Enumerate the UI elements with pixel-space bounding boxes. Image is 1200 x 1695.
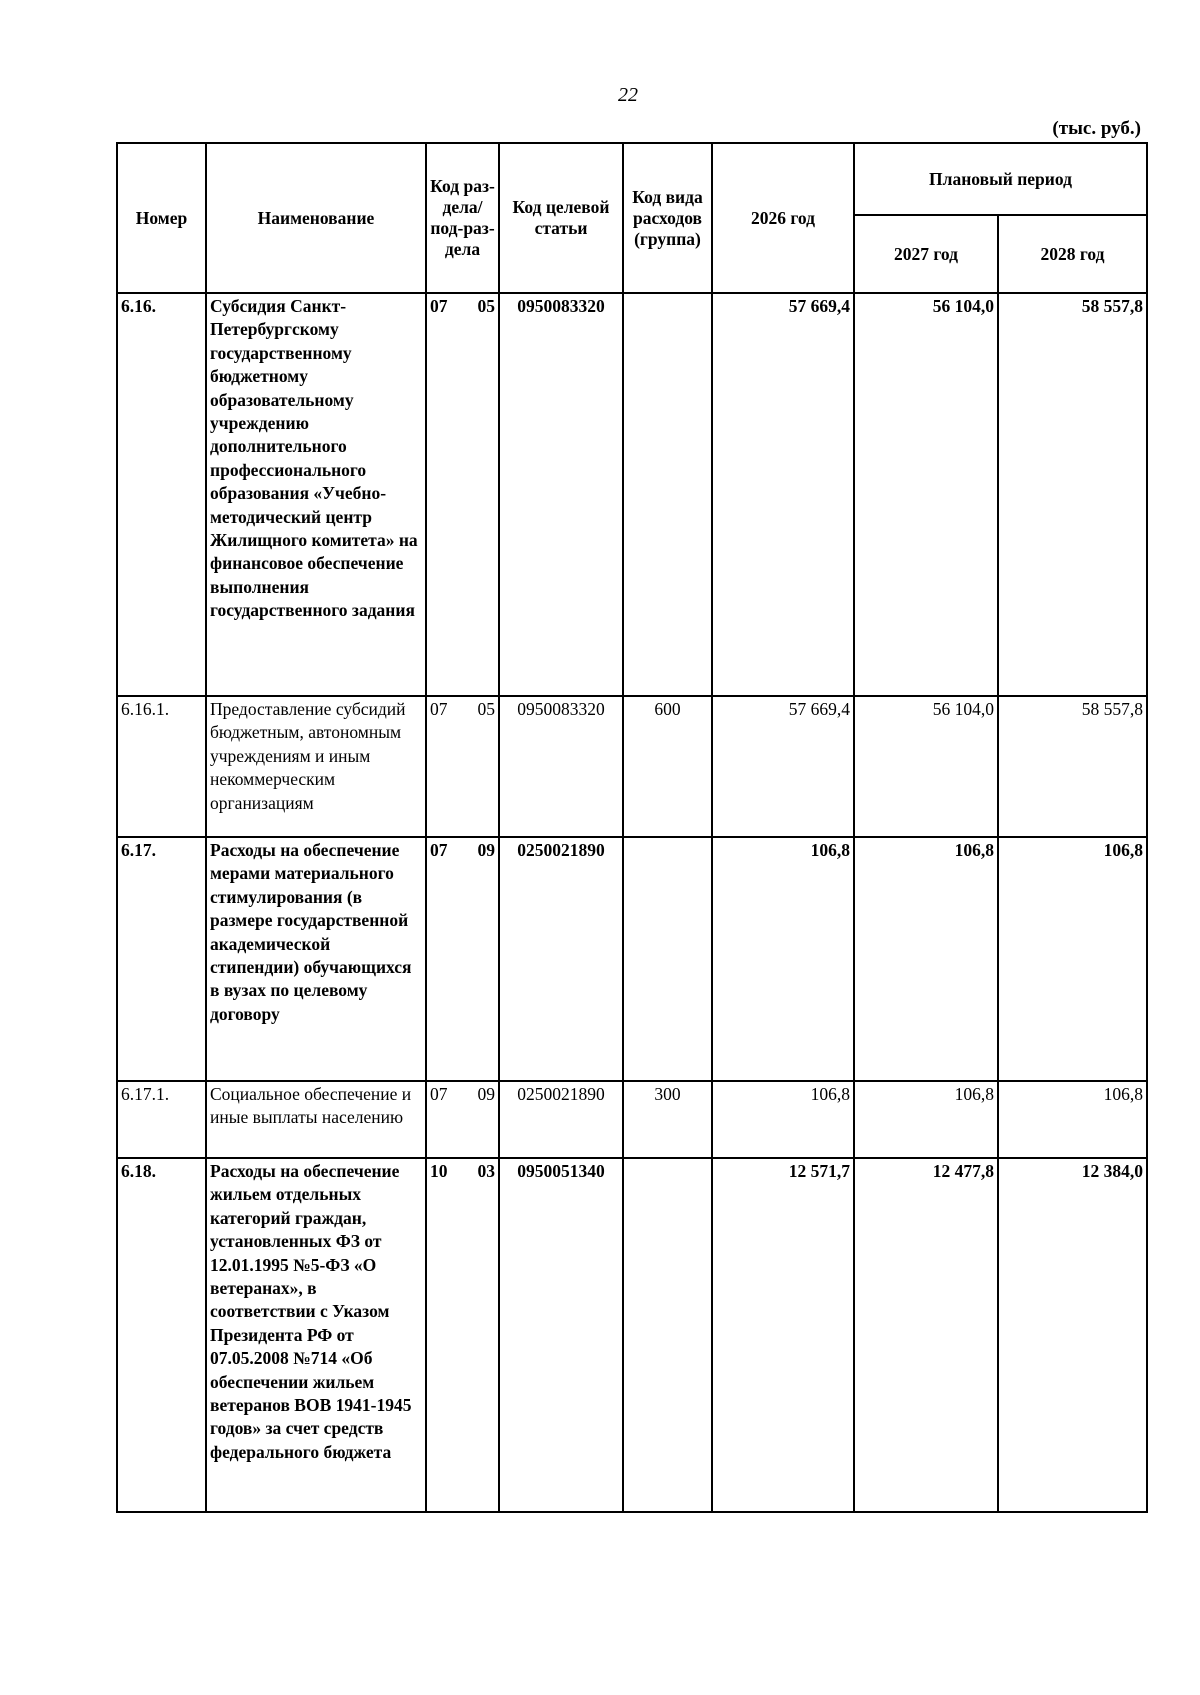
header-number: Номер [117, 143, 206, 293]
section: 07 [430, 1084, 448, 1104]
page-number: 22 [618, 84, 638, 106]
row-value-2028: 58 557,8 [998, 293, 1147, 696]
row-value-2027: 56 104,0 [854, 293, 998, 696]
table-row [117, 293, 1147, 696]
header-expense-type-code: Код вида расходов (группа) [623, 143, 712, 293]
table-row [117, 1081, 1147, 1158]
row-section-code [426, 293, 499, 696]
row-section-code [426, 696, 499, 837]
row-name: Расходы на обеспечение мерами материального стимулирования (в размере государственной академической стипендии) обучающихся в вузах по целевому договору [206, 837, 426, 1081]
row-value-2027: 12 477,8 [854, 1158, 998, 1512]
table-row [117, 837, 1147, 1081]
row-number: 6.16.1. [117, 696, 206, 837]
section: 10 [430, 1161, 448, 1181]
row-expense-type: 300 [623, 1081, 712, 1158]
row-value-2028: 58 557,8 [998, 696, 1147, 837]
subsection: 03 [477, 1161, 495, 1181]
row-expense-type [623, 837, 712, 1081]
row-value-2027: 56 104,0 [854, 696, 998, 837]
row-section-code [426, 837, 499, 1081]
header-planned-period: Плановый период [854, 143, 1147, 215]
row-target-code: 0250021890 [499, 1081, 623, 1158]
row-number: 6.16. [117, 293, 206, 696]
row-value-2027: 106,8 [854, 1081, 998, 1158]
row-value-2026: 106,8 [712, 837, 854, 1081]
section: 07 [430, 296, 448, 316]
header-name: Наименование [206, 143, 426, 293]
row-name: Предоставление субсидий бюджетным, автономным учреждениям и иным некоммерческим организациям [206, 696, 426, 837]
header-year-2026: 2026 год [712, 143, 854, 293]
budget-table [116, 142, 1148, 1513]
row-value-2026: 57 669,4 [712, 696, 854, 837]
row-expense-type: 600 [623, 696, 712, 837]
subsection: 09 [477, 840, 495, 860]
row-number: 6.18. [117, 1158, 206, 1512]
row-value-2026: 57 669,4 [712, 293, 854, 696]
row-value-2028: 106,8 [998, 837, 1147, 1081]
row-target-code: 0950083320 [499, 696, 623, 837]
header-year-2028: 2028 год [998, 215, 1147, 293]
row-value-2027: 106,8 [854, 837, 998, 1081]
row-target-code: 0950083320 [499, 293, 623, 696]
header-year-2027: 2027 год [854, 215, 998, 293]
section: 07 [430, 840, 448, 860]
subsection: 05 [477, 296, 495, 316]
subsection: 05 [477, 699, 495, 719]
row-target-code: 0950051340 [499, 1158, 623, 1512]
row-section-code [426, 1081, 499, 1158]
row-name: Социальное обеспечение и иные выплаты населению [206, 1081, 426, 1158]
row-value-2028: 12 384,0 [998, 1158, 1147, 1512]
row-name: Расходы на обеспечение жильем отдельных категорий граждан, установленных ФЗ от 12.01.1995 №5-ФЗ «О ветеранах», в соответствии с Указом Президента РФ от 07.05.2008 №714 «Об обеспечении жильем ветеранов ВОВ 1941-1945 годов» за счет средств федерального бюджета [206, 1158, 426, 1512]
row-section-code [426, 1158, 499, 1512]
row-expense-type [623, 293, 712, 696]
row-value-2026: 12 571,7 [712, 1158, 854, 1512]
row-target-code: 0250021890 [499, 837, 623, 1081]
table-row [117, 696, 1147, 837]
header-target-code: Код целевой статьи [499, 143, 623, 293]
table-row [117, 1158, 1147, 1512]
row-number: 6.17.1. [117, 1081, 206, 1158]
row-expense-type [623, 1158, 712, 1512]
row-value-2026: 106,8 [712, 1081, 854, 1158]
row-number: 6.17. [117, 837, 206, 1081]
subsection: 09 [477, 1084, 495, 1104]
units-label: (тыс. руб.) [1052, 118, 1141, 139]
row-name: Субсидия Санкт-Петербургскому государственному бюджетному образовательному учреждению дополнительного профессионального образования «Учебно-методический центр Жилищного комитета» на финансовое обеспечение выполнения государственного задания [206, 293, 426, 696]
row-value-2028: 106,8 [998, 1081, 1147, 1158]
section: 07 [430, 699, 448, 719]
header-section-code: Код раз-дела/ под-раз-дела [426, 143, 499, 293]
